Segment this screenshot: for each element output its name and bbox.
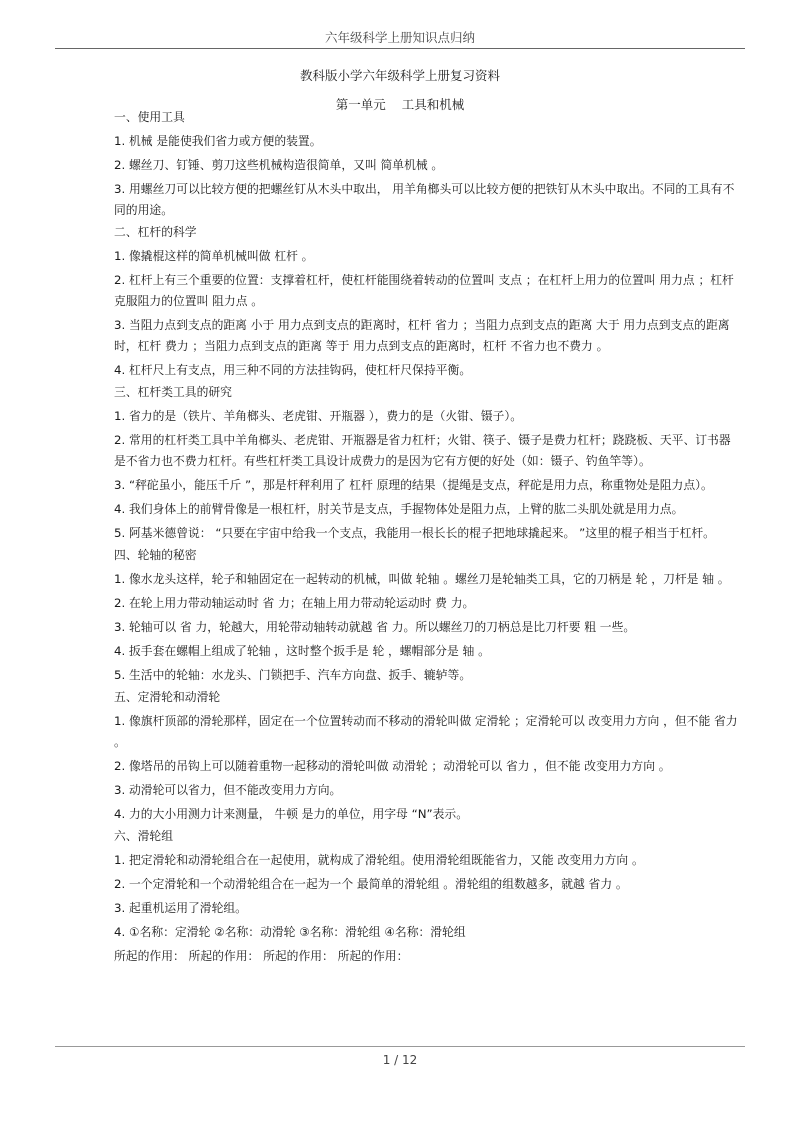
paragraph: 1. 把定滑轮和动滑轮组合在一起使用，就构成了滑轮组。使用滑轮组既能省力，又能 改变用力方向 。: [114, 853, 644, 867]
paragraph: 4. 扳手套在螺帽上组成了轮轴 ，这时整个扳手是 轮 ，螺帽部分是 轴 。: [114, 644, 490, 658]
paragraph: 2. 螺丝刀、钉锤、剪刀这些机械构造很简单，又叫 简单机械 。: [114, 158, 444, 172]
section: [114, 545, 742, 686]
paragraph: 3. 用螺丝刀可以比较方便的把螺丝钉从木头中取出， 用羊角榔头可以比较方便的把铁钉从木头中取出。不同的工具有不同的用途。: [114, 182, 735, 217]
paragraph: 5. 阿基米德曾说： “只要在宇宙中给我一个支点，我能用一根长长的棍子把地球撬起来。 ”这里的棍子相当于杠杆。: [114, 526, 715, 540]
paragraph: 3. “秤砣虽小，能压千斤 ”，那是杆秤利用了 杠杆 原理的结果（提绳是支点，秤砣是用力点，称重物处是阻力点）。: [114, 478, 713, 492]
paragraph: 5. 生活中的轮轴：水龙头、门锁把手、汽车方向盘、扳手、辘轳等。: [114, 668, 472, 682]
paragraph: 2. 像塔吊的吊钩上可以随着重物一起移动的滑轮叫做 动滑轮 ；动滑轮可以 省力 ，但不能 改变用力方向 。: [114, 759, 671, 773]
paragraph: 4. 力的大小用测力计来测量， 牛顿 是力的单位，用字母 “N”表示。: [114, 807, 469, 821]
running-header: 六年级科学上册知识点归纳: [324, 30, 475, 45]
section-heading: 二、杠杆的科学: [114, 225, 197, 239]
paragraph: 4. 我们身体上的前臂骨像是一根杠杆，肘关节是支点，手握物体处是阻力点，上臂的肱二头肌处就是用力点。: [114, 502, 684, 516]
paragraph: 4. ①名称：定滑轮 ②名称：动滑轮 ③名称：滑轮组 ④名称：滑轮组: [114, 925, 466, 939]
header-rule: [55, 48, 745, 49]
paragraph: 1. 省力的是（铁片、羊角榔头、老虎钳、开瓶器 ），费力的是（火钳、镊子）。: [114, 409, 523, 423]
paragraph: 1. 机械 是能使我们省力或方便的装置。: [114, 134, 322, 148]
document-body: [114, 106, 742, 967]
paragraph: 1. 像撬棍这样的简单机械叫做 杠杆 。: [114, 249, 314, 263]
section-heading: 一、使用工具: [114, 110, 185, 124]
paragraph: 4. 杠杆尺上有支点，用三种不同的方法挂钩码，使杠杆尺保持平衡。: [114, 363, 472, 377]
footer-rule: [55, 1046, 745, 1047]
paragraph: 3. 当阻力点到支点的距离 小于 用力点到支点的距离时，杠杆 省力 ；当阻力点到支点的距离 大于 用力点到支点的距离时，杠杆 费力 ；当阻力点到支点的距离 等于 用力点到支点的距离时，杠杆 不省力也不费力 。: [114, 318, 730, 353]
section: [114, 222, 742, 381]
paragraph: 3. 动滑轮可以省力，但不能改变用力方向。: [114, 783, 342, 797]
paragraph: 1. 像水龙头这样，轮子和轴固定在一起转动的机械，叫做 轮轴 。螺丝刀是轮轴类工具，它的刀柄是 轮 ，刀杆是 轴 。: [114, 572, 730, 586]
section: [114, 826, 742, 967]
document-title: 教科版小学六年级科学上册复习资料: [299, 68, 500, 83]
section-heading: 四、轮轴的秘密: [114, 548, 197, 562]
paragraph: 3. 轮轴可以 省 力，轮越大，用轮带动轴转动就越 省 力。所以螺丝刀的刀柄总是比刀杆要 粗 一些。: [114, 620, 636, 634]
paragraph: 2. 一个定滑轮和一个动滑轮组合在一起为一个 最简单的滑轮组 。滑轮组的组数越多，就越 省力 。: [114, 877, 628, 891]
section: [114, 107, 742, 221]
page-number: 1 / 12: [382, 1053, 418, 1067]
section-heading: 五、定滑轮和动滑轮: [114, 690, 221, 704]
section: [114, 687, 742, 825]
section-heading: 六、滑轮组: [114, 829, 173, 843]
paragraph: 2. 杠杆上有三个重要的位置：支撑着杠杆，使杠杆能围绕着转动的位置叫 支点 ；在杠杆上用力的位置叫 用力点 ；杠杆克服阻力的位置叫 阻力点 。: [114, 273, 734, 308]
paragraph: 2. 在轮上用力带动轴运动时 省 力；在轴上用力带动轮运动时 费 力。: [114, 596, 475, 610]
paragraph: 所起的作用： 所起的作用： 所起的作用： 所起的作用：: [114, 949, 409, 963]
unit-name: 工具和机械: [401, 97, 465, 112]
paragraph: 1. 像旗杆顶部的滑轮那样，固定在一个位置转动而不移动的滑轮叫做 定滑轮 ；定滑轮可以 改变用力方向 ，但不能 省力 。: [114, 714, 738, 749]
paragraph: 2. 常用的杠杆类工具中羊角榔头、老虎钳、开瓶器是省力杠杆；火钳、筷子、镊子是费力杠杆；跷跷板、天平、订书器是不省力也不费力杠杆。有些杠杆类工具设计成费力的是因为它有方便的好处（如：镊子、钓鱼竿等）。: [114, 433, 731, 468]
paragraph: 3. 起重机运用了滑轮组。: [114, 901, 247, 915]
section: [114, 382, 742, 544]
unit-label: 第一单元: [335, 97, 386, 112]
section-heading: 三、杠杆类工具的研究: [114, 385, 232, 399]
